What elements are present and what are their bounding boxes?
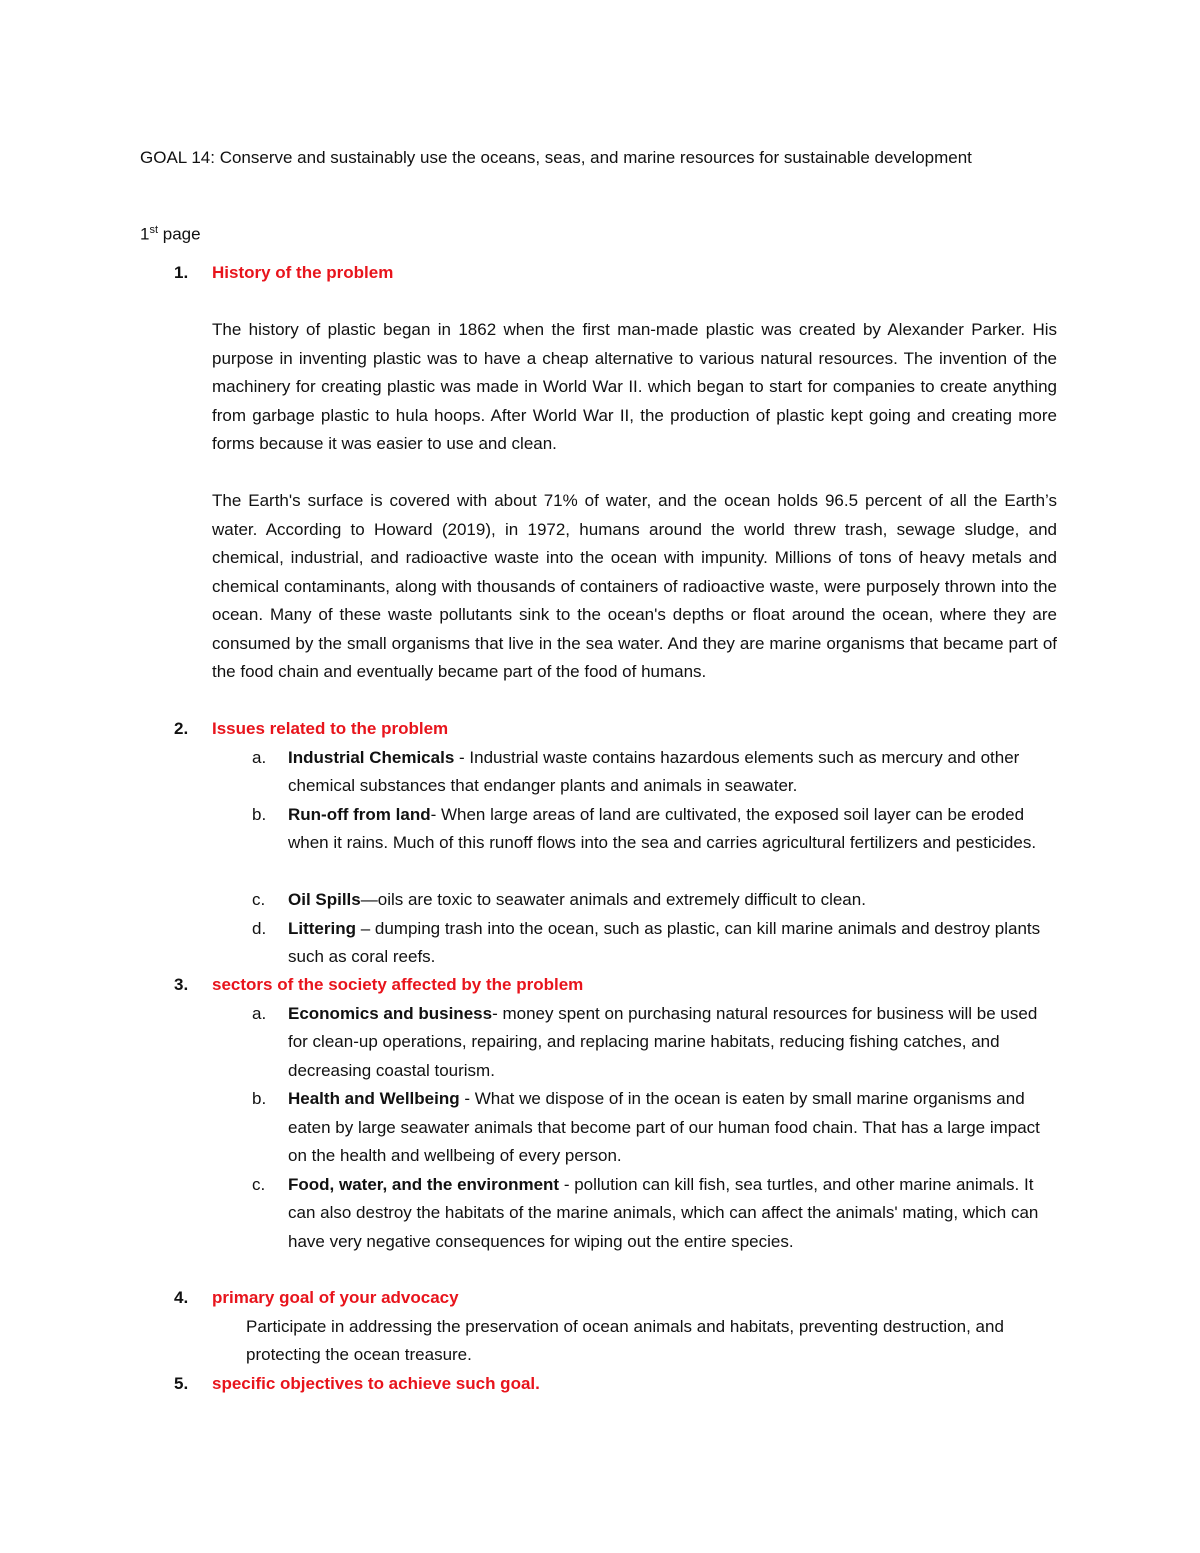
item-term: Industrial Chemicals — [288, 747, 455, 767]
section-heading: primary goal of your advocacy — [212, 1288, 459, 1307]
item-term: Oil Spills — [288, 890, 361, 909]
section-heading: Issues related to the problem — [212, 719, 449, 738]
goal-text: Participate in addressing the preservation of ocean animals and habitats, preventing destruction, and protecting the ocean treasure. — [246, 1316, 1004, 1364]
section-number: 3. — [174, 975, 189, 994]
section-number: 4. — [174, 1288, 189, 1307]
item-term: Food, water, and the environment — [288, 1174, 560, 1194]
item-text — [288, 915, 1058, 972]
item-term: Economics and business — [288, 1003, 493, 1023]
item-text — [288, 1085, 1058, 1171]
page-reference — [140, 216, 201, 249]
page-ref-label: page — [158, 224, 201, 244]
item-term: Run-off from land — [288, 804, 431, 824]
section-heading: History of the problem — [212, 263, 394, 282]
item-description: - When large areas of land are cultivated, the exposed soil layer can be eroded when it rains. Much of this runoff flows into the sea and carries agricultural fertilizers and pesticides. — [288, 804, 1037, 852]
page-ref-ordinal: st — [149, 224, 159, 236]
page-ref-number: 1 — [140, 224, 150, 244]
item-letter: a. — [252, 1003, 267, 1023]
section-number: 5. — [174, 1374, 189, 1393]
item-text — [288, 1000, 1058, 1086]
item-letter: d. — [252, 918, 267, 938]
item-letter: b. — [252, 1089, 267, 1108]
item-text — [288, 1171, 1058, 1257]
item-description: - money spent on purchasing natural resources for business will be used for clean-up operations, repairing, and replacing marine habitats, reducing fishing catches, and decreasing coastal tourism. — [288, 1003, 1038, 1080]
item-description: - Industrial waste contains hazardous elements such as mercury and other chemical substances that endanger plants and animals in seawater. — [288, 747, 1020, 795]
history-paragraph-1: The history of plastic began in 1862 when the first man-made plastic was created by Alexander Parker. His purpose in inventing plastic was to have a cheap alternative to various natural resources. The invention of the machinery for creating plastic was made in World War II. which began to start for companies to create anything from garbage plastic to hula hoops. After World War II, the production of plastic kept going and creating more forms because it was easier to use and clean. — [212, 320, 1057, 453]
item-letter: c. — [252, 1174, 266, 1194]
item-description: - What we dispose of in the ocean is eaten by small marine organisms and eaten by large seawater animals that become part of our human food chain. That has a large impact on the health and wellbeing of every person. — [288, 1089, 1040, 1165]
item-text — [288, 886, 1058, 915]
section-number: 1. — [174, 263, 189, 282]
item-description: —oils are toxic to seawater animals and extremely difficult to clean. — [360, 890, 866, 909]
item-letter: b. — [252, 804, 267, 824]
item-description: – dumping trash into the ocean, such as plastic, can kill marine animals and destroy plants such as coral reefs. — [288, 918, 1041, 966]
item-text — [288, 744, 1058, 801]
item-description: - pollution can kill fish, sea turtles, and other marine animals. It can also destroy the habitats of the marine animals, which can affect the animals' mating, which can have very negative consequences for wiping out the entire species. — [288, 1174, 1039, 1251]
item-text — [288, 801, 1058, 858]
item-letter: c. — [252, 890, 266, 909]
item-term: Health and Wellbeing — [288, 1089, 460, 1108]
item-letter: a. — [252, 747, 267, 767]
item-term: Littering — [288, 918, 356, 938]
history-paragraph-2: The Earth's surface is covered with about 71% of water, and the ocean holds 96.5 percent of all the Earth’s water. According to Howard (2019), in 1972, humans around the world threw trash, sewage sludge, and chemical, industrial, and radioactive waste into the ocean with impunity. Millions of tons of heavy metals and chemical contaminants, along with thousands of containers of radioactive waste, were purposely thrown into the ocean. Many of these waste pollutants sink to the ocean's depths or float around the ocean, where they are consumed by the small organisms that live in the sea water. And they are marine organisms that became part of the food chain and eventually became part of the food of humans. — [212, 491, 1057, 681]
section-number: 2. — [174, 719, 189, 738]
document-title: GOAL 14: Conserve and sustainably use the oceans, seas, and marine resources for sustainable development — [140, 148, 972, 167]
section-heading: sectors of the society affected by the problem — [212, 975, 584, 994]
section-heading: specific objectives to achieve such goal. — [212, 1374, 540, 1393]
